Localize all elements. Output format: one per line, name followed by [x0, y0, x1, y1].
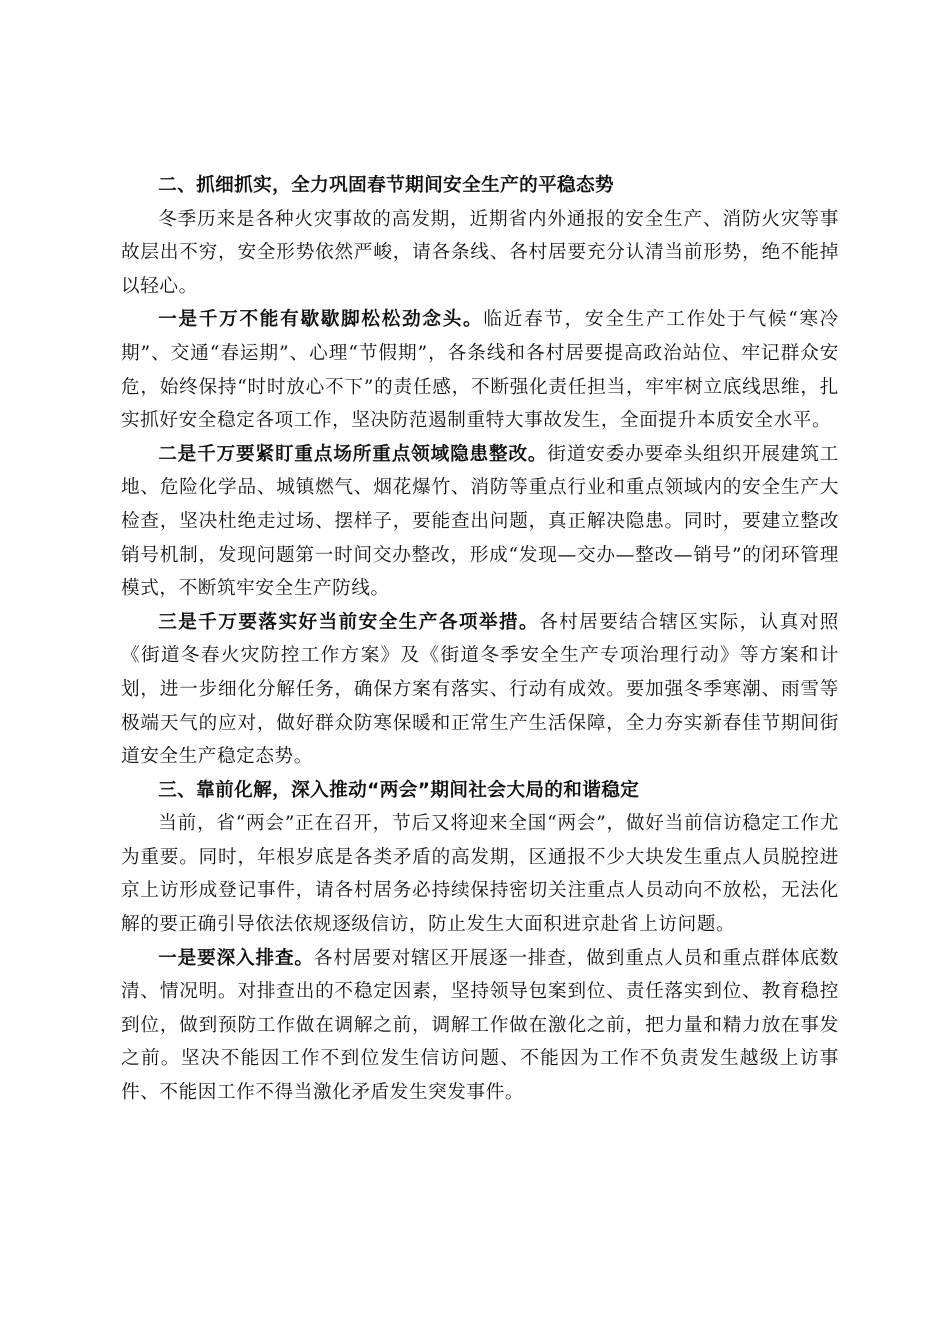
section-3-point-1	[121, 942, 839, 1110]
point-body: 临近春节，安全生产工作处于气候“寒冷期”、交通“春运期”、心理“节假期”，各条线和各村居要提高政治站位、牢记群众安危，始终保持“时时放心不下”的责任感，不断强化责任担当，牢牢树立底线思维，扎实抓好安全稳定各项工作，坚决防范遏制重特大事故发生，全面提升本质安全水平。	[121, 309, 839, 432]
section-2-point-2	[121, 438, 839, 606]
point-body: 各村居要对辖区开展逐一排查，做到重点人员和重点群体底数清、情况明。对排查出的不稳定因素，坚持领导包案到位、责任落实到位、教育稳控到位，做到预防工作做在调解之前，调解工作做在激化之前，把力量和精力放在事发之前。坚决不能因工作不到位发生信访问题、不能因为工作不负责发生越级上访事件、不能因工作不得当激化矛盾发生突发事件。	[121, 947, 839, 1104]
point-body: 各村居要结合辖区实际，认真对照《街道冬春火灾防控工作方案》及《街道冬季安全生产专项治理行动》等方案和计划，进一步细化分解任务，确保方案有落实、行动有成效。要加强冬季寒潮、雨雪等极端天气的应对，做好群众防寒保暖和正常生产生活保障，全力夯实新春佳节期间街道安全生产稳定态势。	[121, 611, 839, 768]
section-2-intro: 冬季历来是各种火灾事故的高发期，近期省内外通报的安全生产、消防火灾等事故层出不穷，安全形势依然严峻，请各条线、各村居要充分认清当前形势，绝不能掉以轻心。	[121, 208, 839, 297]
section-2-point-1	[121, 303, 839, 437]
section-heading-2: 二、抓细抓实，全力巩固春节期间安全生产的平稳态势	[158, 175, 615, 196]
section-heading-3: 三、靠前化解，深入推动“两会”期间社会大局的和谐稳定	[158, 779, 640, 801]
document-page	[121, 169, 839, 1110]
point-lead: 一是要深入排查。	[158, 947, 314, 969]
point-lead: 一是千万不能有歇歇脚松松劲念头。	[158, 309, 484, 331]
point-lead: 三是千万要落实好当前安全生产各项举措。	[158, 611, 540, 633]
section-3-intro: 当前，省“两会”正在召开，节后又将迎来全国“两会”，做好当前信访稳定工作尤为重要。同时，年根岁底是各类矛盾的高发期，区通报不少大块发生重点人员脱控进京上访形成登记事件，请各村居务必持续保持密切关注重点人员动向不放松，无法化解的要正确引导依法依规逐级信访，防止发生大面积进京赴省上访问题。	[121, 813, 839, 936]
point-lead: 二是千万要紧盯重点场所重点领域隐患整改。	[158, 443, 548, 465]
point-body: 街道安委办要牵头组织开展建筑工地、危险化学品、城镇燃气、烟花爆竹、消防等重点行业和重点领域内的安全生产大检查，坚决杜绝走过场、摆样子，要能查出问题，真正解决隐患。同时，要建立整改销号机制，发现问题第一时间交办整改，形成“发现—交办—整改—销号”的闭环管理模式，不断筑牢安全生产防线。	[121, 443, 839, 600]
section-2-point-3	[121, 606, 839, 774]
